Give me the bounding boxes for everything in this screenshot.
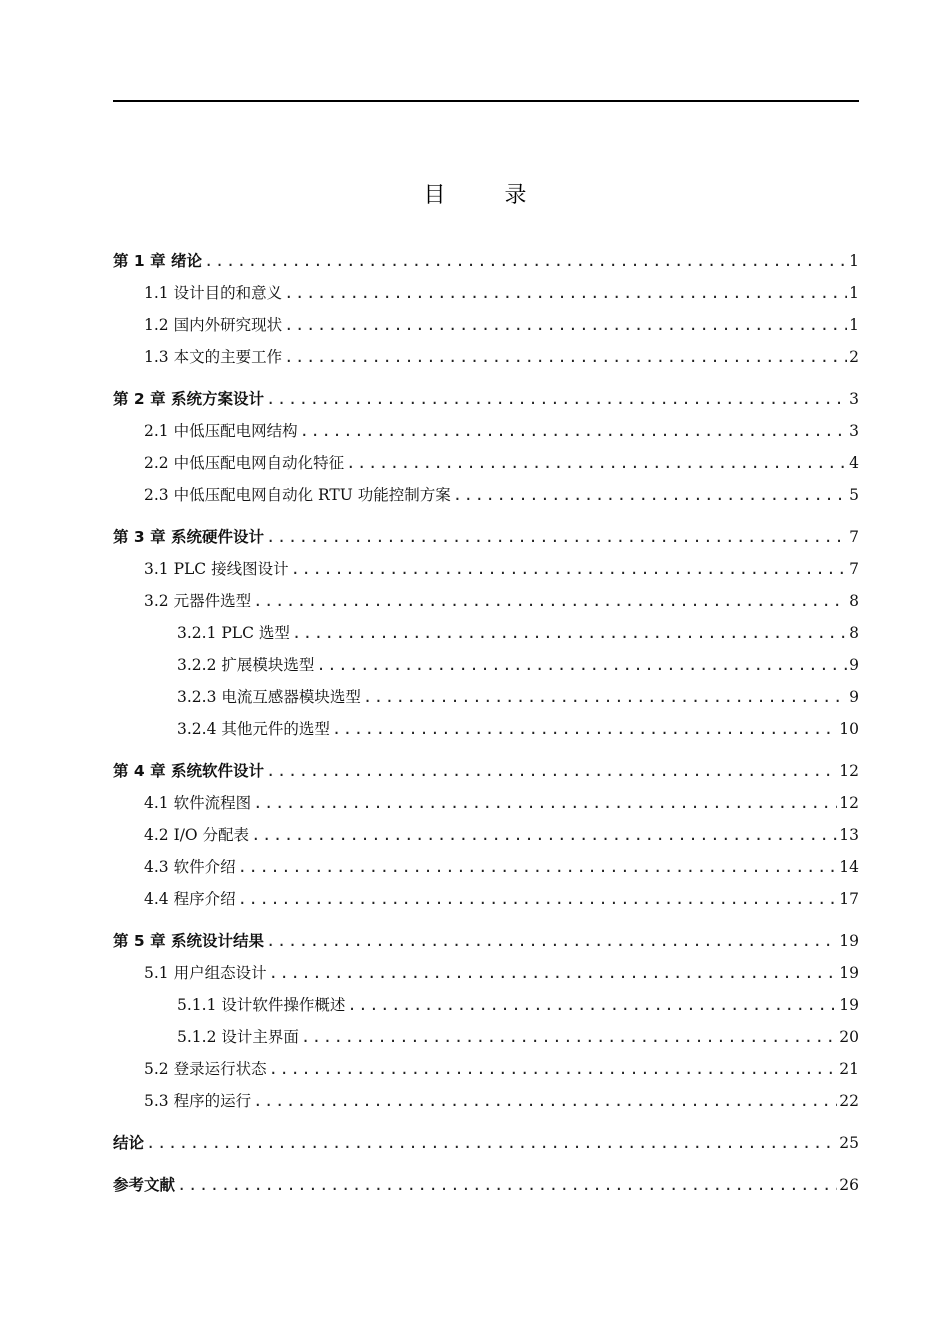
toc-entry-label: 3.2.1 PLC 选型 <box>177 624 290 642</box>
toc-section-entry[interactable] <box>113 341 859 373</box>
toc-section-entry[interactable] <box>113 989 859 1021</box>
toc-section-entry[interactable] <box>113 851 859 883</box>
toc-entry-page-number: 8 <box>849 624 859 642</box>
dot-leader <box>332 713 837 745</box>
toc-entry-page-number: 5 <box>849 486 859 504</box>
toc-chapter-entry[interactable] <box>113 245 859 277</box>
toc-chapter-entry[interactable] <box>113 521 859 553</box>
dot-leader <box>266 755 837 787</box>
toc-entry-label: 5.1.2 设计主界面 <box>177 1028 299 1046</box>
toc-entry-page-number: 4 <box>849 454 859 472</box>
toc-entry-page-number: 7 <box>849 528 859 546</box>
toc-entry-page-number: 9 <box>849 656 859 674</box>
dot-leader <box>266 521 847 553</box>
toc-entry-page-number: 26 <box>839 1176 859 1194</box>
toc-entry-label: 第 1 章 绪论 <box>113 252 202 270</box>
toc-section-entry[interactable] <box>113 819 859 851</box>
toc-entry-label: 结论 <box>113 1134 145 1152</box>
toc-entry-page-number: 17 <box>839 890 859 908</box>
toc-entry-label: 1.1 设计目的和意义 <box>144 284 283 302</box>
dot-leader <box>301 1021 837 1053</box>
toc-section-entry[interactable] <box>113 883 859 915</box>
dot-leader <box>316 649 847 681</box>
toc-entry-page-number: 21 <box>839 1060 859 1078</box>
toc-section-entry[interactable] <box>113 1053 859 1085</box>
page-title: 目 录 <box>423 183 553 208</box>
toc-entry-label: 1.2 国内外研究现状 <box>144 316 283 334</box>
toc-section-entry[interactable] <box>113 277 859 309</box>
toc-section-entry[interactable] <box>113 479 859 511</box>
toc-entry-label: 3.2 元器件选型 <box>144 592 252 610</box>
dot-leader <box>146 1127 837 1159</box>
dot-leader <box>269 957 838 989</box>
toc-entry-page-number: 13 <box>839 826 859 844</box>
toc-entry-page-number: 20 <box>839 1028 859 1046</box>
toc-chapter-entry[interactable] <box>113 1127 859 1159</box>
toc-section-entry[interactable] <box>113 617 859 649</box>
toc-section-entry[interactable] <box>113 787 859 819</box>
dot-leader <box>284 277 847 309</box>
toc-entry-label: 2.1 中低压配电网结构 <box>144 422 298 440</box>
toc-section-entry[interactable] <box>113 713 859 745</box>
dot-leader <box>346 447 847 479</box>
toc-entry-label: 1.3 本文的主要工作 <box>144 348 283 366</box>
toc-section-entry[interactable] <box>113 309 859 341</box>
dot-leader <box>300 415 848 447</box>
toc-entry-label: 4.1 软件流程图 <box>144 794 252 812</box>
toc-entry-page-number: 1 <box>849 316 859 334</box>
toc-chapter-entry[interactable] <box>113 925 859 957</box>
dot-leader <box>453 479 847 511</box>
toc-entry-page-number: 8 <box>849 592 859 610</box>
toc-entry-page-number: 10 <box>839 720 859 738</box>
toc-chapter-entry[interactable] <box>113 383 859 415</box>
dot-leader <box>253 1085 837 1117</box>
toc-section-entry[interactable] <box>113 1085 859 1117</box>
toc-entry-page-number: 14 <box>839 858 859 876</box>
toc-entry-label: 3.1 PLC 接线图设计 <box>144 560 289 578</box>
toc-entry-page-number: 12 <box>839 762 859 780</box>
toc-chapter-entry[interactable] <box>113 755 859 787</box>
table-of-contents <box>113 245 859 1201</box>
toc-entry-label: 4.3 软件介绍 <box>144 858 236 876</box>
toc-entry-label: 4.4 程序介绍 <box>144 890 236 908</box>
toc-section-entry[interactable] <box>113 1021 859 1053</box>
toc-section-entry[interactable] <box>113 649 859 681</box>
dot-leader <box>177 1169 837 1201</box>
toc-entry-label: 第 4 章 系统软件设计 <box>113 762 264 780</box>
toc-chapter-entry[interactable] <box>113 1169 859 1201</box>
toc-entry-page-number: 2 <box>849 348 859 366</box>
dot-leader <box>238 851 838 883</box>
toc-entry-page-number: 1 <box>849 284 859 302</box>
toc-entry-page-number: 19 <box>839 996 859 1014</box>
toc-entry-label: 3.2.3 电流互感器模块选型 <box>177 688 361 706</box>
toc-section-entry[interactable] <box>113 415 859 447</box>
toc-section-entry[interactable] <box>113 681 859 713</box>
toc-entry-label: 第 3 章 系统硬件设计 <box>113 528 264 546</box>
toc-entry-label: 参考文献 <box>113 1176 176 1194</box>
toc-section-entry[interactable] <box>113 957 859 989</box>
dot-leader <box>347 989 837 1021</box>
dot-leader <box>266 383 847 415</box>
dot-leader <box>284 341 847 373</box>
toc-section-entry[interactable] <box>113 585 859 617</box>
toc-entry-label: 2.3 中低压配电网自动化 RTU 功能控制方案 <box>144 486 451 504</box>
toc-entry-page-number: 1 <box>849 252 859 270</box>
toc-entry-page-number: 3 <box>849 390 859 408</box>
toc-entry-page-number: 22 <box>839 1092 859 1110</box>
toc-entry-label: 5.2 登录运行状态 <box>144 1060 267 1078</box>
toc-entry-page-number: 19 <box>839 964 859 982</box>
header-rule <box>113 100 859 102</box>
toc-entry-label: 5.3 程序的运行 <box>144 1092 252 1110</box>
dot-leader <box>292 617 847 649</box>
toc-entry-page-number: 3 <box>849 422 859 440</box>
toc-entry-label: 5.1 用户组态设计 <box>144 964 267 982</box>
toc-entry-label: 2.2 中低压配电网自动化特征 <box>144 454 345 472</box>
toc-entry-label: 第 2 章 系统方案设计 <box>113 390 264 408</box>
toc-entry-page-number: 9 <box>849 688 859 706</box>
toc-entry-label: 3.2.2 扩展模块选型 <box>177 656 315 674</box>
dot-leader <box>363 681 847 713</box>
dot-leader <box>266 925 837 957</box>
toc-entry-label: 第 5 章 系统设计结果 <box>113 932 264 950</box>
toc-entry-page-number: 12 <box>839 794 859 812</box>
dot-leader <box>238 883 838 915</box>
toc-entry-label: 4.2 I/O 分配表 <box>144 826 250 844</box>
toc-entry-label: 3.2.4 其他元件的选型 <box>177 720 330 738</box>
dot-leader <box>284 309 847 341</box>
dot-leader <box>253 787 837 819</box>
dot-leader <box>251 819 837 851</box>
toc-section-entry[interactable] <box>113 447 859 479</box>
dot-leader <box>291 553 848 585</box>
toc-entry-page-number: 7 <box>849 560 859 578</box>
dot-leader <box>253 585 847 617</box>
toc-section-entry[interactable] <box>113 553 859 585</box>
toc-entry-page-number: 25 <box>839 1134 859 1152</box>
dot-leader <box>269 1053 838 1085</box>
toc-entry-label: 5.1.1 设计软件操作概述 <box>177 996 346 1014</box>
toc-entry-page-number: 19 <box>839 932 859 950</box>
dot-leader <box>204 245 847 277</box>
